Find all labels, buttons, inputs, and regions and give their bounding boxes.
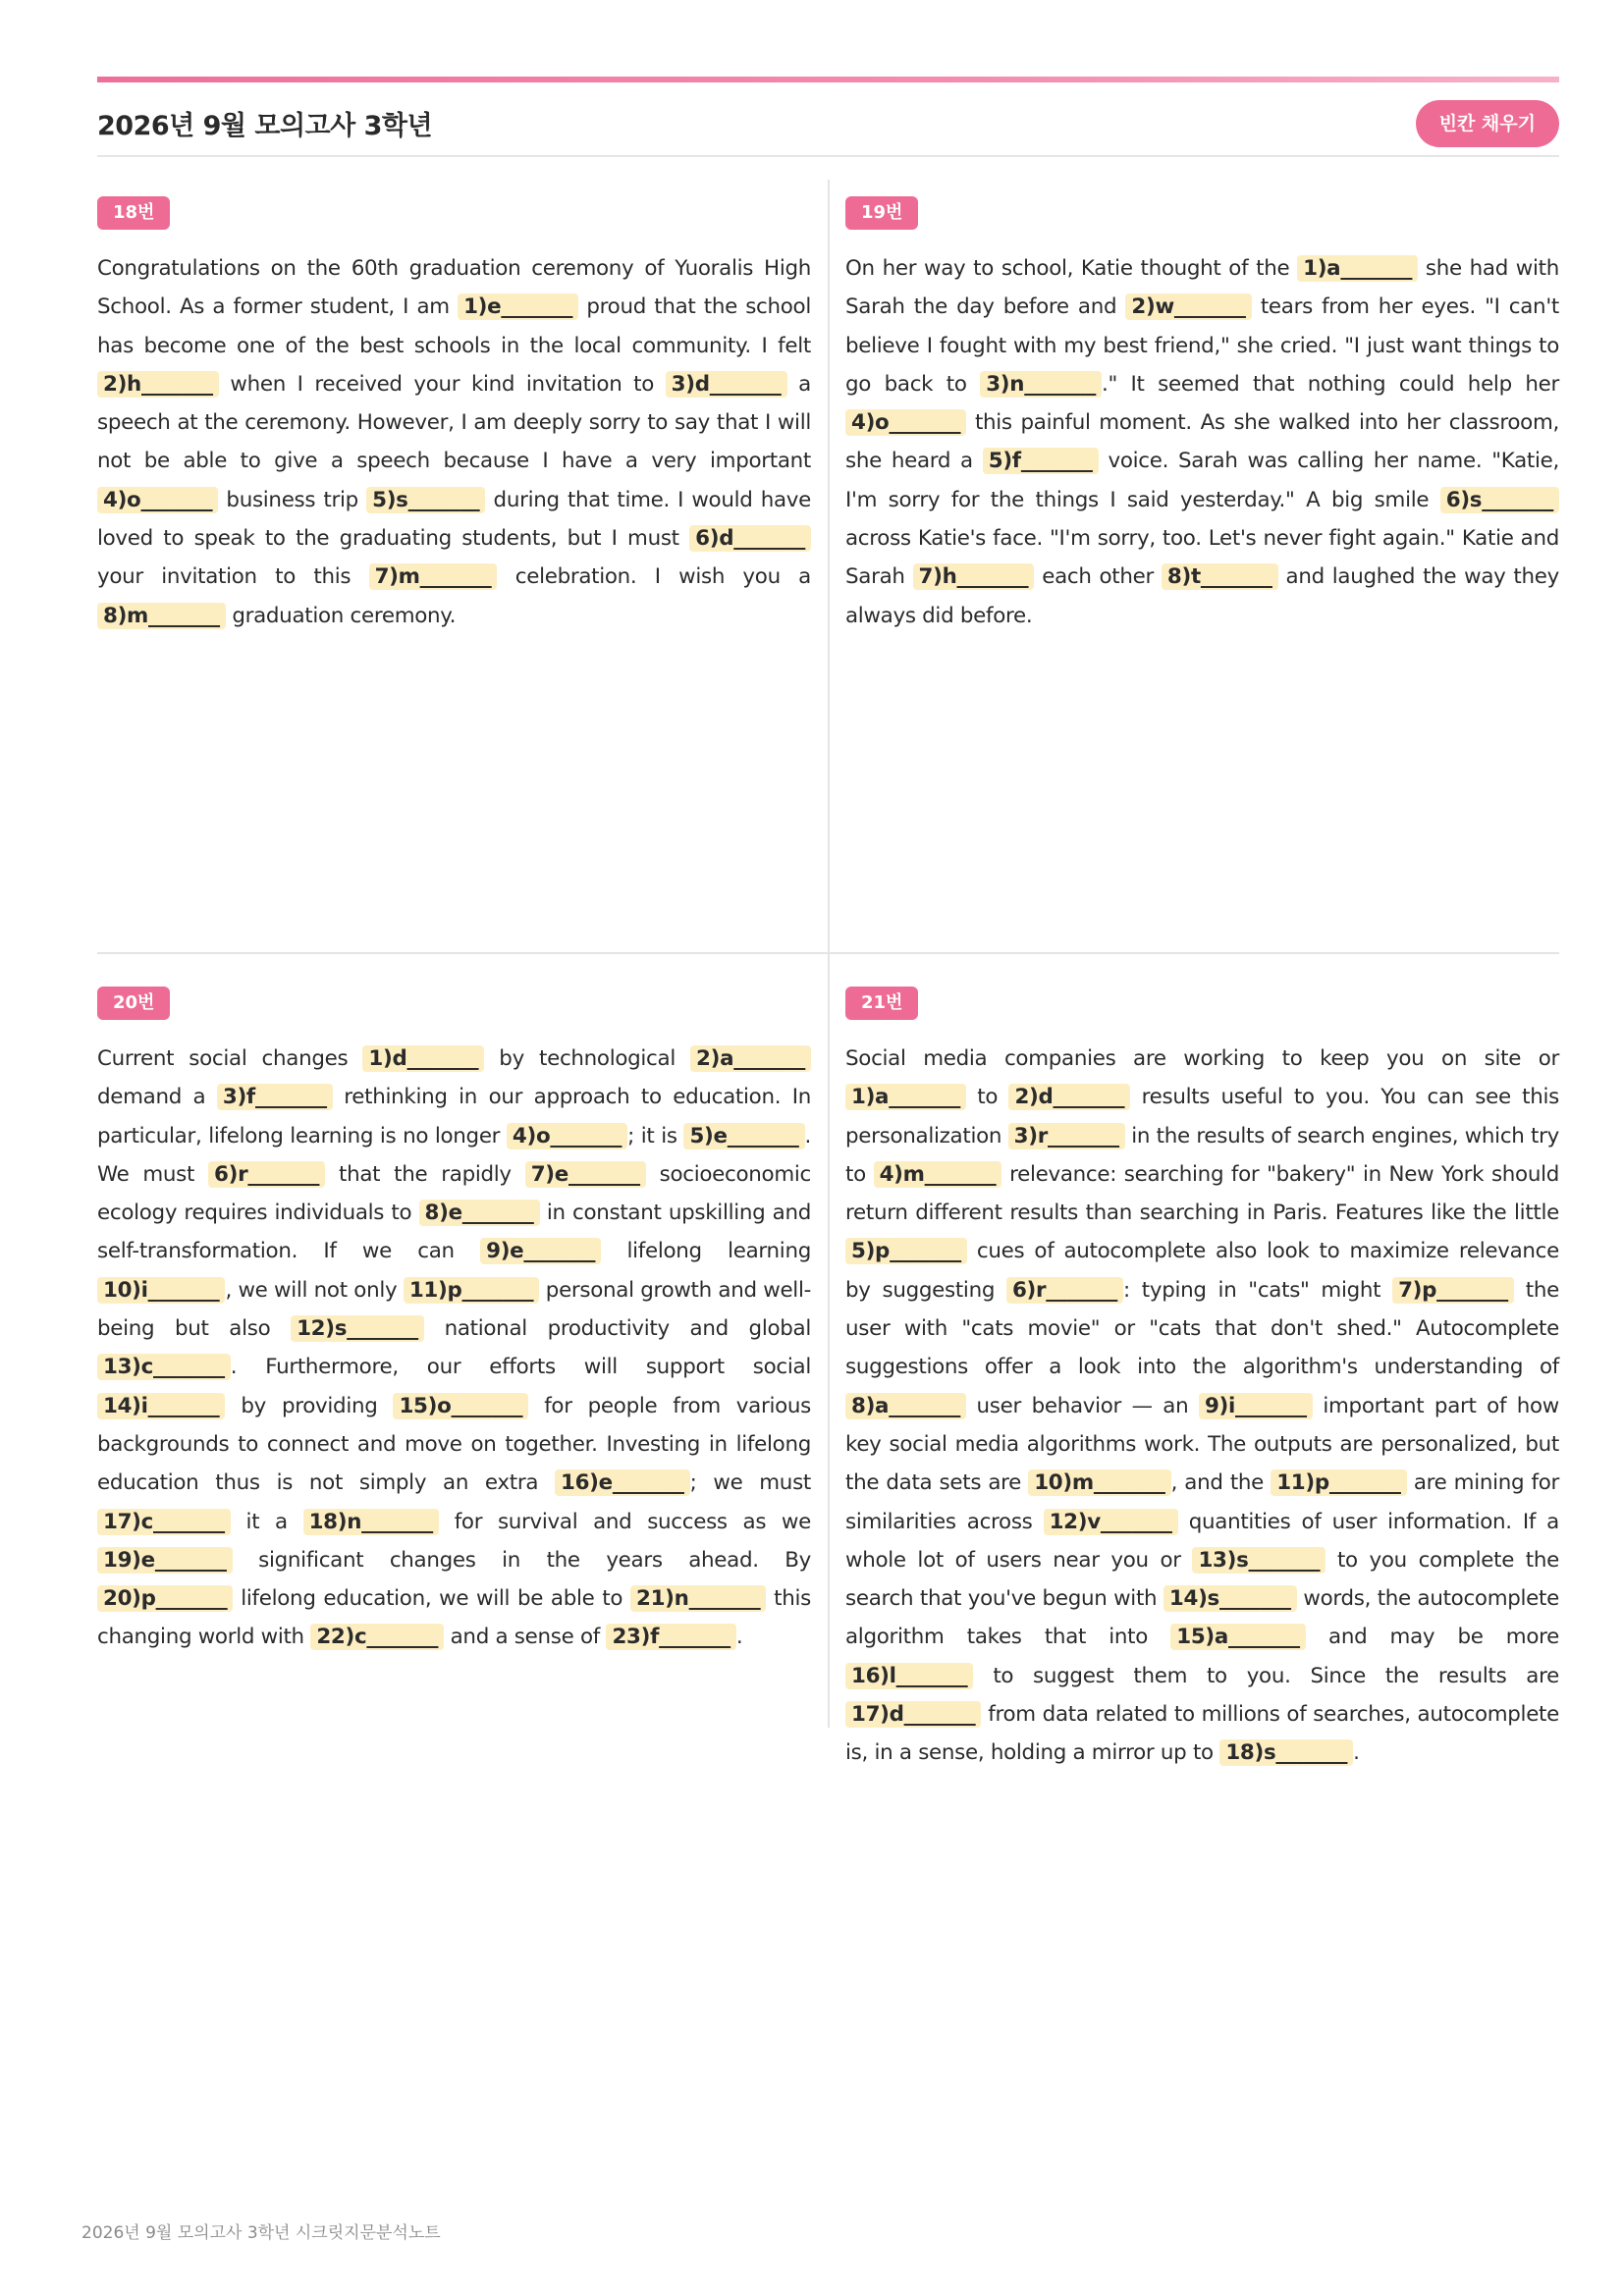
passage-text	[97, 249, 811, 635]
passage-segment: each other	[1034, 564, 1162, 590]
blank-slot: 18)s_______	[1219, 1739, 1353, 1766]
blank-slot: 5)e_______	[683, 1123, 804, 1149]
passage-segment: results useful to you. You can see this personalization	[845, 1085, 1560, 1148]
passage-segment: graduation ceremony.	[225, 603, 457, 628]
passage-segment: .	[735, 1625, 743, 1650]
passage-segment: ; it is	[627, 1123, 684, 1148]
passage-segment: voice. Sarah was calling her name. "Katie, I'm sorry for the things I said yesterday." A big smile	[845, 449, 1559, 512]
passage-segment: ; we must	[689, 1470, 811, 1496]
passage-segment: lifelong education, we will be able to	[233, 1586, 630, 1612]
blank-slot: 10)i_______	[97, 1277, 225, 1304]
passage-segment: proud that the school has become one of the best schools in the local community. I felt	[97, 294, 811, 358]
passage-segment: , we will not only	[225, 1277, 404, 1303]
passage-segment: On her way to school, Katie thought of the	[845, 256, 1298, 281]
blank-slot: 11)p_______	[404, 1277, 539, 1304]
passage-segment: and a sense of	[444, 1625, 607, 1650]
passage-segment: she had with Sarah the day before and	[845, 256, 1559, 320]
passage-segment: business trip	[218, 487, 367, 512]
passage-segment: and may be more	[1305, 1625, 1559, 1650]
blank-slot: 21)n_______	[630, 1585, 766, 1612]
blank-slot: 4)m_______	[874, 1161, 1002, 1188]
passage-segment: this painful moment. As she walked into her classroom, she heard a	[845, 410, 1559, 474]
blank-slot: 13)s_______	[1192, 1547, 1325, 1574]
question-panel-19	[845, 196, 1559, 635]
passage-text	[97, 1040, 811, 1657]
blank-slot: 3)f_______	[217, 1084, 333, 1110]
passage-segment: . We must	[97, 1123, 811, 1187]
passage-segment: demand a	[97, 1085, 217, 1110]
blank-slot: 5)f_______	[983, 448, 1099, 474]
blank-slot: 14)s_______	[1163, 1585, 1297, 1612]
passage-segment: across Katie's face. "I'm sorry, too. Let's never fight again." Katie and Sarah	[845, 526, 1559, 590]
blank-slot: 6)d_______	[689, 525, 811, 552]
passage-segment: when I received your kind invitation to	[218, 371, 666, 397]
blank-slot: 10)m_______	[1028, 1469, 1170, 1496]
question-number-tag: 18번	[97, 196, 170, 230]
passage-segment: tears from her eyes. "I can't believe I fought with my best friend," she cried. "I just want things to go back to	[845, 294, 1559, 397]
passage-segment: and laughed the way they always did before.	[845, 564, 1559, 628]
passage-segment: are mining for similarities across	[845, 1470, 1559, 1534]
blank-slot: 7)e_______	[525, 1161, 646, 1188]
passage-segment: that the rapidly	[325, 1161, 525, 1187]
passage-text	[845, 249, 1559, 635]
blank-slot: 15)a_______	[1170, 1624, 1306, 1650]
blank-slot: 13)c_______	[97, 1354, 231, 1380]
blank-slot: 5)p_______	[845, 1238, 967, 1264]
blank-slot: 1)a_______	[845, 1084, 966, 1110]
blank-slot: 6)s_______	[1440, 487, 1559, 513]
passage-segment: .	[1353, 1740, 1360, 1766]
passage-segment: Social media companies are working to keep you on site or	[845, 1046, 1559, 1071]
blank-slot: 1)d_______	[362, 1045, 484, 1072]
blank-slot: 3)d_______	[666, 371, 787, 398]
blank-slot: 12)v_______	[1044, 1509, 1178, 1535]
passage-segment: for people from various backgrounds to connect and move on together. Investing in lifelong education thus is not simply an extra	[97, 1393, 811, 1496]
blank-slot: 4)o_______	[845, 409, 966, 436]
blank-slot: 16)l_______	[845, 1663, 973, 1689]
blank-slot: 7)m_______	[369, 563, 498, 590]
question-panel-20	[97, 987, 811, 1657]
blank-slot: 1)e_______	[458, 294, 578, 320]
blank-slot: 11)p_______	[1271, 1469, 1406, 1496]
blank-slot: 8)t_______	[1162, 563, 1278, 590]
passage-text	[845, 1040, 1559, 1773]
passage-segment: Congratulations on the 60th graduation ceremony of Yuoralis High School. As a former student, I am	[97, 256, 811, 320]
page-header	[97, 100, 1559, 157]
blank-slot: 2)d_______	[1008, 1084, 1130, 1110]
blank-slot: 17)d_______	[845, 1701, 981, 1728]
passage-segment: important part of how key social media algorithms work. The outputs are personalized, but the data sets are	[845, 1393, 1559, 1496]
blank-slot: 22)c_______	[310, 1624, 444, 1650]
passage-segment: to you complete the search that you've begun with	[845, 1547, 1559, 1612]
passage-segment: for survival and success as we	[438, 1509, 811, 1534]
fill-in-blank-badge: 빈칸 채우기	[1416, 100, 1559, 147]
blank-slot: 18)n_______	[303, 1509, 439, 1535]
blank-slot: 5)s_______	[366, 487, 485, 513]
passage-segment: in the results of search engines, which try to	[845, 1123, 1559, 1187]
blank-slot: 4)o_______	[507, 1123, 627, 1149]
passage-segment: a speech at the ceremony. However, I am deeply sorry to say that I will not be able to give a speech because I have a very important	[97, 371, 811, 474]
passage-segment: it a	[230, 1509, 303, 1534]
passage-segment: : typing in "cats" might	[1123, 1277, 1393, 1303]
blank-slot: 6)r_______	[208, 1161, 325, 1188]
blank-slot: 7)h_______	[913, 563, 1035, 590]
page-footer: 2026년 9월 모의고사 3학년 시크릿지문분석노트	[81, 2223, 441, 2243]
blank-slot: 2)a_______	[690, 1045, 811, 1072]
top-accent-bar	[97, 77, 1559, 82]
passage-segment: from data related to millions of searches, autocomplete is, in a sense, holding a mirror up to	[845, 1702, 1559, 1766]
passage-segment: ." It seemed that nothing could help her	[1101, 371, 1559, 397]
blank-slot: 12)s_______	[291, 1315, 424, 1342]
question-panel-21	[845, 987, 1559, 1773]
question-number-tag: 20번	[97, 987, 170, 1020]
passage-segment: by technological	[484, 1046, 691, 1071]
blank-slot: 9)e_______	[480, 1238, 601, 1264]
blank-slot: 6)r_______	[1006, 1277, 1123, 1304]
passage-segment: this changing world with	[97, 1586, 811, 1650]
question-number-tag: 21번	[845, 987, 918, 1020]
passage-segment: by providing	[225, 1393, 394, 1418]
blank-slot: 17)c_______	[97, 1509, 231, 1535]
passage-segment: celebration. I wish you a	[497, 564, 811, 590]
passage-segment: personal growth and well-being but also	[97, 1277, 812, 1342]
passage-segment: relevance: searching for "bakery" in New York should return different results than searching in Paris. Features like the little	[845, 1161, 1560, 1226]
blank-slot: 1)a_______	[1297, 255, 1418, 282]
passage-segment: socioeconomic ecology requires individuals to	[97, 1161, 811, 1226]
passage-segment: lifelong learning	[601, 1239, 811, 1264]
passage-segment: cues of autocomplete also look to maximize relevance by suggesting	[845, 1239, 1559, 1303]
blank-slot: 16)e_______	[555, 1469, 690, 1496]
passage-segment: user behavior — an	[965, 1393, 1199, 1418]
passage-segment: in constant upskilling and self-transformation. If we can	[97, 1201, 812, 1264]
blank-slot: 20)p_______	[97, 1585, 233, 1612]
blank-slot: 19)e_______	[97, 1547, 233, 1574]
blank-slot: 7)p_______	[1392, 1277, 1514, 1304]
passage-segment: , and the	[1170, 1470, 1271, 1496]
passage-segment: rethinking in our approach to education. In particular, lifelong learning is no longer	[97, 1085, 811, 1148]
passage-segment: quantities of user information. If a whole lot of users near you or	[845, 1509, 1559, 1573]
passage-segment: national productivity and global	[423, 1316, 811, 1342]
blank-slot: 4)o_______	[97, 487, 218, 513]
blank-slot: 2)w_______	[1125, 294, 1251, 320]
passage-segment: significant changes in the years ahead. By	[232, 1547, 811, 1573]
blank-slot: 8)m_______	[97, 603, 226, 629]
row-divider	[97, 952, 1559, 954]
page-title: 2026년 9월 모의고사 3학년	[97, 111, 433, 141]
question-panel-18	[97, 196, 811, 635]
blank-slot: 2)h_______	[97, 371, 219, 398]
passage-segment: your invitation to this	[97, 564, 369, 590]
passage-segment: to suggest them to you. Since the results are	[973, 1663, 1559, 1688]
blank-slot: 23)f_______	[606, 1624, 735, 1650]
passage-segment: the user with "cats movie" or "cats that don't shed." Autocomplete suggestions offer a look into the algorithm's understanding of	[845, 1277, 1559, 1380]
passage-segment: Current social changes	[97, 1046, 363, 1071]
passage-segment: words, the autocomplete algorithm takes that into	[845, 1586, 1559, 1650]
blank-slot: 15)o_______	[393, 1393, 528, 1419]
passage-segment: to	[965, 1085, 1009, 1110]
blank-slot: 8)a_______	[845, 1393, 966, 1419]
blank-slot: 8)e_______	[419, 1200, 540, 1226]
passage-segment: during that time. I would have loved to speak to the graduating students, but I must	[97, 487, 811, 552]
passage-segment: . Furthermore, our efforts will support social	[230, 1355, 811, 1380]
question-number-tag: 19번	[845, 196, 918, 230]
blank-slot: 3)n_______	[980, 371, 1102, 398]
blank-slot: 14)i_______	[97, 1393, 225, 1419]
blank-slot: 9)i_______	[1199, 1393, 1313, 1419]
blank-slot: 3)r_______	[1008, 1123, 1125, 1149]
